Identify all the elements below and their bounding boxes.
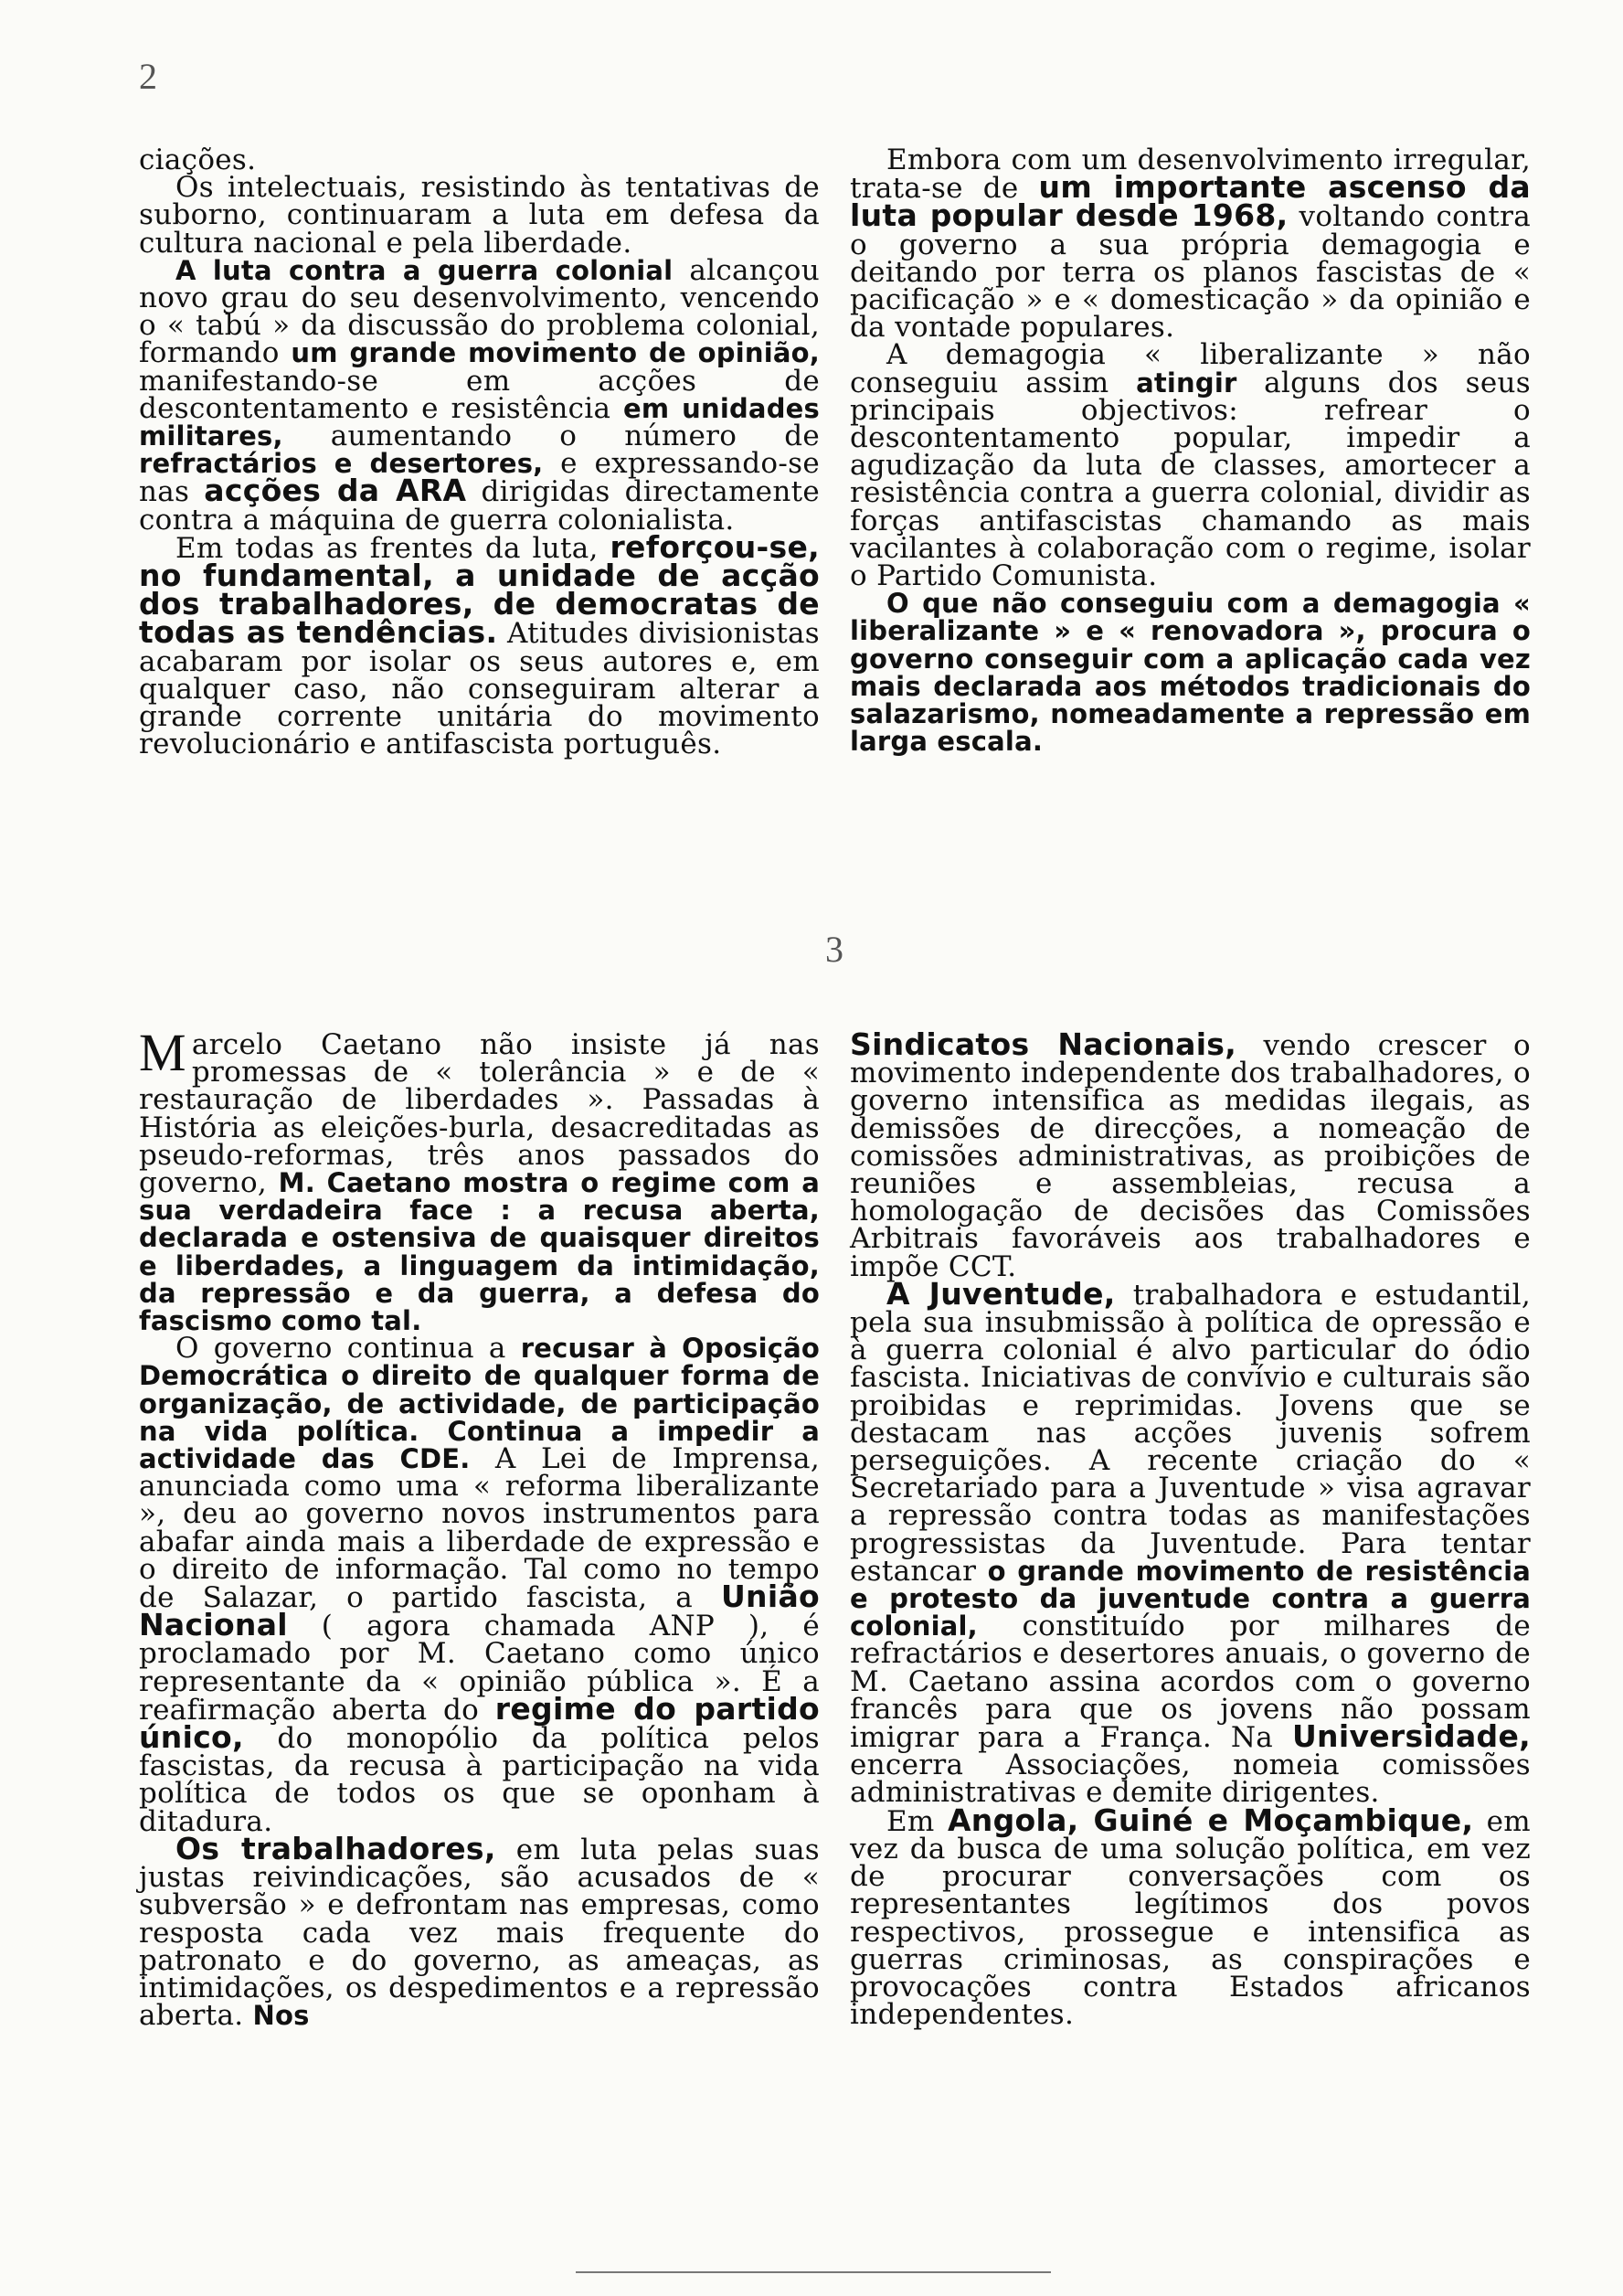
paragraph (139, 1830, 820, 2033)
paragraph (850, 588, 1531, 758)
bold-run: refractários e desertores, (139, 448, 544, 480)
bottom-right-column (850, 1026, 1532, 2032)
bold-run: regime do partido único, (139, 1690, 820, 1756)
text-run: Em todas as frentes da luta, (175, 531, 610, 565)
bold-run: M. Caetano mostra o regime com a sua verdadeira face : a recusa aberta, declarada e ostensiva de quaisquer direitos e liberdades, a linguagem da intimidação, da repressão e da guerra, a defesa do fascismo como tal. (139, 1167, 820, 1337)
text-run: voltando contra o governo a sua própria demagogia e deitando por terra os planos fascistas de « pacificação » e « domesticação » da opinião e da vontade populares. (850, 200, 1531, 345)
paragraph (139, 1023, 820, 1337)
text-run: manifestando-se em acções de descontentamento e resistência (139, 364, 820, 425)
text-run: dirigidas directamente contra a máquina de guerra colonialista. (139, 475, 820, 537)
bold-run: A luta contra a guerra colonial (175, 254, 674, 286)
bold-run: um grande movimento de opinião, (291, 337, 820, 369)
bottom-rule (576, 2271, 1051, 2273)
bold-run: reforçou-se, no fundamental, a unidade de acção dos trabalhadores, de democratas de todas as tendências. (139, 528, 820, 651)
bold-run: A Juventude, (886, 1275, 1116, 1312)
bold-run: o grande movimento de resistência e protesto da juventude contra a guerra colonial, (850, 1555, 1531, 1642)
drop-cap: M (139, 1023, 186, 1082)
paragraph (139, 253, 821, 537)
text-run: do monopólio da política pelos fascistas, da recusa à participação na vida política de todos os que se oponham à ditadura. (139, 1722, 820, 1838)
paragraph (850, 1026, 1531, 1283)
text-run: trabalhadora e estudantil, pela sua insubmissão à política de opressão e à guerra colonial é alvo particular do ódio fascista. Iniciativas de convívio e culturais são proibidas e reprimidas. Jovens que se destacam nas acções juvenis sofrem perseguições. A recente criação do « Secretariado para a Juventude » visa agravar a repressão contra todas as manifestações progressistas da Juventude. Para tentar estancar (850, 1278, 1532, 1588)
bold-run: um importante ascenso da luta popular desde 1968, (850, 169, 1531, 234)
page-number-top: 2 (139, 56, 157, 97)
bold-run: Sindicatos Nacionais, (850, 1026, 1237, 1062)
paragraph (850, 1802, 1531, 2032)
paragraph (139, 146, 820, 174)
bold-run: Angola, Guiné e Moçambique, (947, 1802, 1474, 1838)
bold-run: em unidades militares, (139, 392, 820, 452)
text-run: A Lei de Imprensa, anunciada como uma « reforma liberalizante », deu ao governo novos instrumentos para abafar ainda mais a liberdade de expressão e o direito de informação. Tal como no tempo de Salazar, o partido fascista, a (139, 1442, 820, 1615)
bold-run: Universidade, (1291, 1718, 1531, 1755)
bold-run: recusar à Oposição Democrática o direito de qualquer forma de organização, de actividade, de participação na vida política. Continua a impedir a actividade das CDE. (139, 1333, 820, 1475)
paragraph (139, 528, 820, 761)
text-run: O governo continua a (175, 1332, 521, 1366)
bold-run: União Nacional (139, 1578, 820, 1643)
text-run: em vez da busca de uma solução política, em vez de procurar conversações com os representantes legítimos dos povos respectivos, prossegue e intensifica as guerras criminosas, as conspirações e provocações contra Estados africanos independentes. (850, 1804, 1531, 2032)
text-run: alguns dos seus principais objectivos: refrear o descontentamento popular, impedir a agudização da luta de classes, amortecer a resistência contra a guerra colonial, dividir as forças antifascistas chamando as mais vacilantes à colaboração com o regime, isolar o Partido Comunista. (850, 366, 1531, 593)
bottom-left-column (139, 1023, 820, 2033)
paragraph (139, 171, 820, 260)
text-run: vendo crescer o movimento independente dos trabalhadores, o governo intensifica as medidas ilegais, as demissões de direcções, a nomeação de comissões administrativas, as proibições de reuniões e assembleias, recusa a homologação de decisões das Comissões Arbitrais favoráveis aos trabalhadores e impõe CCT. (850, 1029, 1531, 1283)
paragraph (850, 1275, 1532, 1810)
text-run: Os intelectuais, resistindo às tentativas de suborno, continuaram a luta em defesa da cultura nacional e pela liberdade. (139, 171, 820, 260)
text-run: ( agora chamada ANP ), é proclamado por M. Caetano como único representante da « opinião pública ». É a reafirmação aberta do (139, 1610, 820, 1727)
paragraph (850, 338, 1531, 593)
top-right-column (850, 144, 1531, 758)
text-run: constituído por milhares de refractários e desertores anuais, o governo de M. Caetano assina acordos com o governo francês para que os jovens não possam imigrar para a França. Na (850, 1610, 1531, 1755)
text-run: Atitudes divisionistas acabaram por isolar os seus autores e, em qualquer caso, não conseguiram alterar a grande corrente unitária do movimento revolucionário e antifascista português. (139, 617, 820, 761)
bold-run: O que não conseguiu com a demagogia « liberalizante » e « renovadora », procura o governo conseguir com a aplicação cada vez mais declarada aos métodos tradicionais do salazarismo, nomeadamente a repressão em larga escala. (850, 588, 1531, 758)
text-run: em luta pelas suas justas reivindicações, são acusados de « subversão » e defrontam nas empresas, como resposta cada vez mais frequente do patronato e do governo, as ameaças, as intimidações, os despedimentos e a repressão aberta. (139, 1833, 820, 2033)
text-run: arcelo Caetano não insiste já nas promessas de « tolerância » e de « restauração de liberdades ». Passadas à História as eleições-burla, desacreditadas as pseudo-reformas, três anos passados do governo, (139, 1028, 820, 1200)
page-number-middle: 3 (825, 929, 843, 970)
top-left-column (139, 144, 821, 761)
bold-run: Os trabalhadores, (175, 1830, 496, 1866)
text-run: A demagogia « liberalizante » não conseguiu assim (850, 338, 1531, 399)
text-run: alcançou novo grau do seu desenvolvimento, vencendo o « tabú » da discussão do problema colonial, formando (139, 253, 820, 370)
text-run: e expressando-se nas (139, 447, 821, 509)
text-run: aumentando o número de (282, 420, 820, 453)
paragraph (850, 144, 1531, 345)
text-run: encerra Associações, nomeia comissões administrativas e demite dirigentes. (850, 1749, 1531, 1810)
bold-run: atingir (1136, 367, 1237, 399)
text-run: Em (886, 1804, 948, 1838)
bold-run: acções da ARA (204, 473, 467, 509)
bold-run: Nos (252, 2000, 310, 2032)
text-run: ciações. (139, 144, 257, 176)
paragraph (139, 1332, 820, 1838)
text-run: Embora com um desenvolvimento irregular, trata-se de (850, 144, 1531, 206)
